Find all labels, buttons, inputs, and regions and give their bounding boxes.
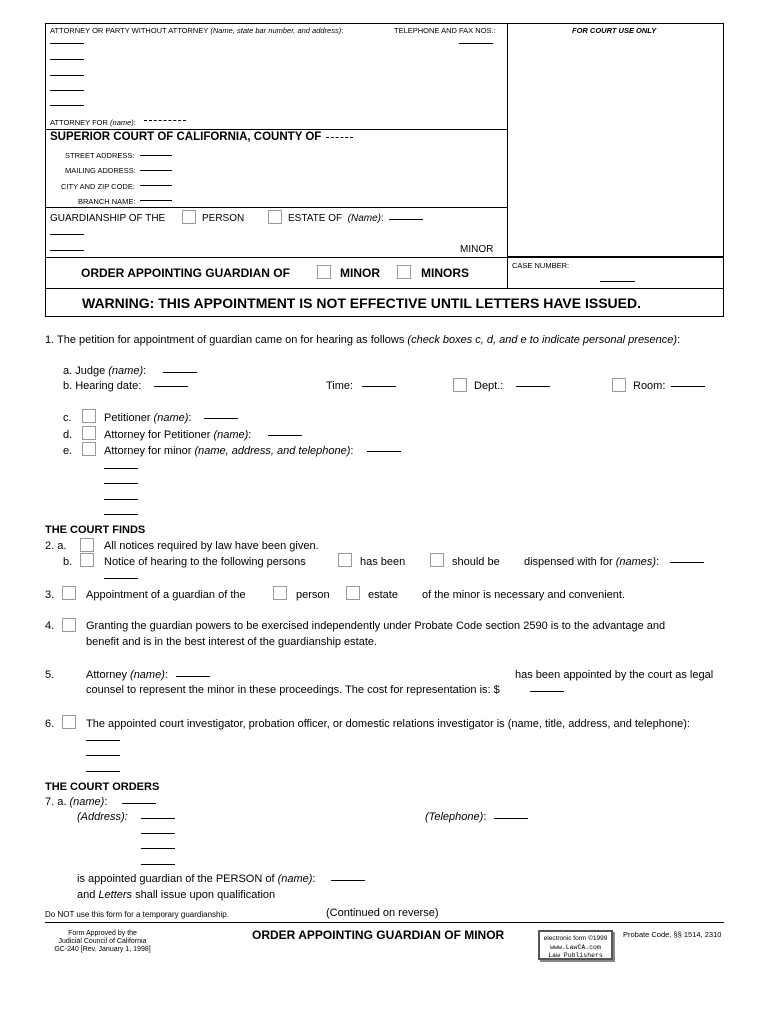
order-7-letters-text: and Letters shall issue upon qualification (77, 889, 276, 901)
find-5-attorney-label: Attorney (name): (86, 669, 168, 681)
petitioner-label: Petitioner (name): (104, 412, 192, 424)
hearing-date-label: b. Hearing date: (63, 380, 142, 392)
notices-text: All notices required by law have been given. (104, 540, 319, 552)
find-5-line-2: counsel to represent the minor in these proceedings. The cost for representation is: $ (86, 684, 500, 696)
find-3-estate-checkbox[interactable] (346, 586, 360, 600)
attorney-line-3[interactable] (50, 75, 84, 76)
attorney-for-line[interactable] (144, 120, 186, 121)
time-line[interactable] (362, 386, 396, 387)
county-line[interactable] (326, 137, 353, 138)
order-7-telephone-label: (Telephone): (425, 811, 487, 823)
court-finds-heading: THE COURT FINDS (45, 524, 146, 536)
order-7-telephone-line[interactable] (494, 818, 528, 819)
find-6-checkbox[interactable] (62, 715, 76, 729)
notice-hearing-checkbox[interactable] (80, 553, 94, 567)
has-been-label: has been (360, 556, 406, 568)
find-3-estate-label: estate (368, 589, 398, 601)
street-address-line[interactable] (140, 155, 172, 156)
order-7-name-line[interactable] (122, 803, 156, 804)
find-3-number: 3. (45, 589, 55, 601)
minors-checkbox[interactable] (397, 265, 411, 279)
case-number-line[interactable] (600, 281, 635, 282)
petitioner-line[interactable] (204, 418, 238, 419)
notice-hearing-text: Notice of hearing to the following persons (104, 556, 306, 568)
notices-checkbox[interactable] (80, 538, 94, 552)
continued-text: (Continued on reverse) (326, 907, 439, 919)
city-zip-label: CITY AND ZIP CODE: (61, 182, 135, 191)
probate-code: Probate Code, §§ 1514, 2310 (623, 930, 722, 939)
minor-label: MINOR (460, 244, 494, 255)
dept-label: Dept.: (474, 380, 504, 392)
person-label: PERSON (202, 213, 245, 224)
street-address-label: STREET ADDRESS: (65, 151, 135, 160)
find-4-line-1: Granting the guardian powers to be exercised independently under Probate Code section 2590 is to the advantage and (86, 620, 666, 632)
order-7-address-line-1[interactable] (141, 818, 175, 819)
minor-checkbox[interactable] (317, 265, 331, 279)
dispensed-line-2[interactable] (104, 578, 138, 579)
find-2b-number: b. (63, 556, 73, 568)
find-3-person-checkbox[interactable] (273, 586, 287, 600)
should-be-label: should be (452, 556, 500, 568)
attorney-petitioner-line[interactable] (268, 435, 302, 436)
guardianship-line-1[interactable] (50, 234, 84, 235)
petitioner-checkbox[interactable] (82, 409, 96, 423)
attorney-box (45, 23, 508, 130)
attorney-line-4[interactable] (50, 90, 84, 91)
minors-option: MINORS (421, 266, 469, 280)
find-6-line-1[interactable] (86, 740, 120, 741)
find-4-line-2: benefit and is in the best interest of the guardianship estate. (86, 636, 378, 648)
warning-text: WARNING: THIS APPOINTMENT IS NOT EFFECTIVE UNTIL LETTERS HAVE ISSUED. (82, 295, 641, 311)
d-letter: d. (63, 429, 73, 441)
attorney-petitioner-label: Attorney for Petitioner (name): (104, 429, 252, 441)
find-6-text: The appointed court investigator, probation officer, or domestic relations investigator is (name, title, address, and telephone): (86, 718, 690, 730)
footer-notice: Do NOT use this form for a temporary guardianship. (45, 910, 229, 919)
find-4-checkbox[interactable] (62, 618, 76, 632)
attorney-minor-line-2[interactable] (104, 468, 138, 469)
find-2a-number: 2. a. (45, 540, 67, 552)
find-5-cost-line[interactable] (530, 691, 564, 692)
mailing-address-label: MAILING ADDRESS: (65, 166, 136, 175)
mailing-address-line[interactable] (140, 170, 172, 171)
attorney-minor-line-4[interactable] (104, 499, 138, 500)
find-5-right: has been appointed by the court as legal (515, 669, 714, 681)
attorney-minor-line-3[interactable] (104, 483, 138, 484)
attorney-label: ATTORNEY OR PARTY WITHOUT ATTORNEY (Name, state bar number, and address): (50, 26, 344, 35)
telephone-line[interactable] (459, 43, 493, 44)
dept-checkbox[interactable] (453, 378, 467, 392)
order-title: ORDER APPOINTING GUARDIAN OF (81, 266, 290, 280)
court-use-label: FOR COURT USE ONLY (572, 26, 657, 35)
should-be-checkbox[interactable] (430, 553, 444, 567)
item-1-text: 1. The petition for appointment of guardian came on for hearing as follows (check boxes c, d, and e to indicate personal presence): (45, 334, 681, 346)
order-7a-label: 7. a. (name): (45, 796, 108, 808)
judge-label: a. Judge (name): (63, 365, 147, 377)
e-letter: e. (63, 445, 73, 457)
attorney-minor-line-5[interactable] (104, 514, 138, 515)
footer-form-title: ORDER APPOINTING GUARDIAN OF MINOR (252, 928, 505, 942)
court-use-box (507, 23, 724, 257)
dept-line[interactable] (516, 386, 550, 387)
find-6-number: 6. (45, 718, 55, 730)
court-orders-heading: THE COURT ORDERS (45, 781, 160, 793)
estate-name-line[interactable] (389, 219, 423, 220)
order-7-person-line[interactable] (331, 880, 365, 881)
dispensed-label: dispensed with for (names): (524, 556, 660, 568)
attorney-minor-line-1[interactable] (367, 451, 401, 452)
find-6-line-3[interactable] (86, 771, 120, 772)
order-7-address-line-2[interactable] (141, 833, 175, 834)
find-4-number: 4. (45, 620, 55, 632)
room-label: Room: (633, 380, 666, 392)
footer-rule (45, 922, 724, 923)
city-zip-line[interactable] (140, 185, 172, 186)
attorney-line-1[interactable] (50, 43, 84, 44)
order-7-appointed-text: is appointed guardian of the PERSON of (name): (77, 873, 316, 885)
room-checkbox[interactable] (612, 378, 626, 392)
find-5-number: 5. (45, 669, 55, 681)
order-7-address-line-3[interactable] (141, 848, 175, 849)
find-3-person-label: person (296, 589, 330, 601)
has-been-checkbox[interactable] (338, 553, 352, 567)
attorney-minor-checkbox[interactable] (82, 442, 96, 456)
court-title: SUPERIOR COURT OF CALIFORNIA, COUNTY OF (50, 131, 322, 143)
time-label: Time: (326, 380, 354, 392)
estate-of-label: ESTATE OF (Name): (288, 213, 384, 224)
dispensed-line-1[interactable] (670, 562, 704, 563)
form-approved: Form Approved by the Judicial Council of California GC-240 [Rev. January 1, 1998] (54, 930, 151, 953)
judge-line[interactable] (163, 372, 197, 373)
attorney-line-2[interactable] (50, 59, 84, 60)
guardianship-label: GUARDIANSHIP OF THE (50, 213, 166, 224)
telephone-label: TELEPHONE AND FAX NOS.: (394, 26, 496, 35)
attorney-for-label: ATTORNEY FOR (name): (50, 118, 136, 127)
case-number-label: CASE NUMBER: (512, 261, 570, 270)
attorney-petitioner-checkbox[interactable] (82, 426, 96, 440)
minor-option: MINOR (340, 266, 380, 280)
guardianship-line-2[interactable] (50, 250, 84, 251)
find-3-checkbox[interactable] (62, 586, 76, 600)
estate-checkbox[interactable] (268, 210, 282, 224)
publisher-stamp: electronic form ©1999 www.LawCA.com Law Publishers (538, 930, 613, 960)
find-3-rest: of the minor is necessary and convenient. (422, 589, 626, 601)
attorney-minor-label: Attorney for minor (name, address, and telephone): (104, 445, 354, 457)
find-6-line-2[interactable] (86, 755, 120, 756)
branch-name-label: BRANCH NAME: (78, 197, 136, 206)
find-3-text: Appointment of a guardian of the (86, 589, 246, 601)
room-line[interactable] (671, 386, 705, 387)
hearing-date-line[interactable] (154, 386, 188, 387)
find-5-attorney-line[interactable] (176, 676, 210, 677)
order-7-address-label: (Address): (77, 811, 128, 823)
attorney-line-5[interactable] (50, 105, 84, 106)
branch-name-line[interactable] (140, 200, 172, 201)
c-letter: c. (63, 412, 72, 424)
person-checkbox[interactable] (182, 210, 196, 224)
order-7-address-line-4[interactable] (141, 864, 175, 865)
